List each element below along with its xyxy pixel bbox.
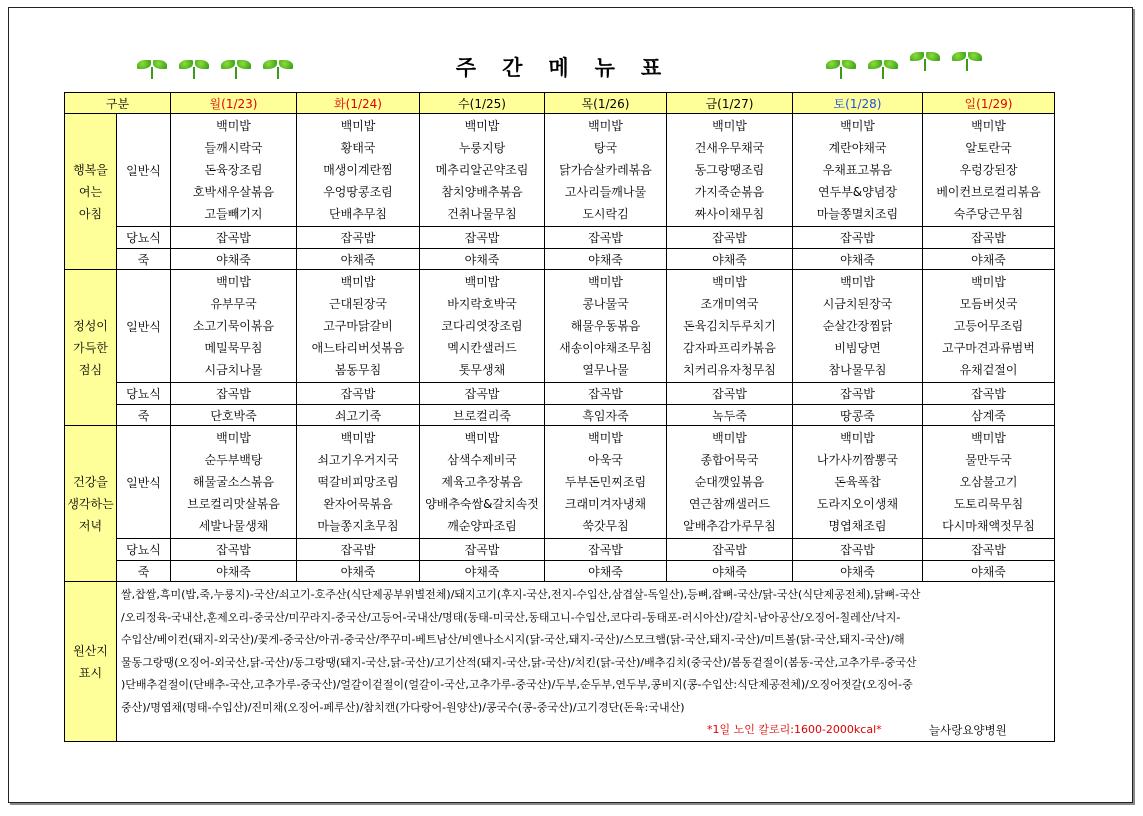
dish-name: 백미밥 <box>464 275 500 289</box>
meal-label-line: 건강을 <box>73 474 108 489</box>
menu-cell <box>545 426 667 539</box>
diabetic-dish: 잡곡밥 <box>793 227 923 249</box>
dish-name: 백미밥 <box>971 275 1006 289</box>
menu-cell <box>420 114 545 227</box>
dish-name: 마늘쫑지초무침 <box>317 519 399 533</box>
dish-name: 호박새우살볶음 <box>192 185 275 199</box>
dish-name: 종합어묵국 <box>700 453 759 467</box>
origin-label-line: 원산지 <box>73 643 108 658</box>
origin-label <box>65 582 117 742</box>
dish-name: 백미밥 <box>216 275 251 289</box>
dish-name: 제육고추장볶음 <box>441 475 523 489</box>
general-diet-label: 일반식 <box>117 270 171 383</box>
day-header: 목(1/26) <box>545 93 667 114</box>
dish-name: 두부돈민찌조림 <box>564 475 647 489</box>
dish-name: 바지락호박국 <box>447 297 517 311</box>
meal-label <box>65 270 117 426</box>
menu-cell <box>923 270 1055 383</box>
diabetic-dish: 잡곡밥 <box>420 539 545 561</box>
porridge-dish: 야채죽 <box>667 249 793 270</box>
porridge-dish: 야채죽 <box>793 561 923 582</box>
dish-name: 백미밥 <box>340 431 376 445</box>
dish-name: 물만두국 <box>965 453 1012 467</box>
menu-cell <box>667 426 793 539</box>
meal-general-row <box>65 270 1055 383</box>
origin-label-line: 표시 <box>78 665 103 680</box>
menu-cell <box>667 114 793 227</box>
dish-name: 백미밥 <box>216 119 251 133</box>
dish-name: 명엽채조림 <box>828 519 887 533</box>
diabetic-dish: 잡곡밥 <box>667 227 793 249</box>
dish-name: 새송이야채조무침 <box>559 341 652 355</box>
dish-name: 고구마견과류범벅 <box>942 341 1035 355</box>
dish-name: 연근참깨샐러드 <box>688 497 771 511</box>
meal-general-row <box>65 114 1055 227</box>
dish-name: 백미밥 <box>340 119 376 133</box>
porridge-dish: 야채죽 <box>545 249 667 270</box>
diabetic-dish: 잡곡밥 <box>420 383 545 405</box>
diabetic-dish: 잡곡밥 <box>793 539 923 561</box>
diabetic-dish: 잡곡밥 <box>545 227 667 249</box>
diabetic-dish: 잡곡밥 <box>667 539 793 561</box>
dish-name: 오삼불고기 <box>959 475 1018 489</box>
dish-name: 탕국 <box>593 141 618 155</box>
day-header: 토(1/28) <box>793 93 923 114</box>
diabetic-diet-label: 당뇨식 <box>117 227 171 249</box>
porridge-dish: 야채죽 <box>667 561 793 582</box>
porridge-dish: 야채죽 <box>297 561 420 582</box>
dish-name: 도토리묵무침 <box>953 497 1024 511</box>
menu-cell <box>545 270 667 383</box>
meal-label-line: 저녁 <box>78 518 103 533</box>
dish-name: 백미밥 <box>464 119 500 133</box>
dish-name: 단배추무침 <box>329 207 387 221</box>
meal-label-line: 여는 <box>78 184 103 199</box>
day-header: 일(1/29) <box>923 93 1055 114</box>
dish-name: 참치양배추볶음 <box>441 185 523 199</box>
porridge-dish: 야채죽 <box>420 249 545 270</box>
dish-name: 쑥갓무침 <box>582 519 629 533</box>
origin-text-line: /오리정육-국내산,훈제오리-중국산/미꾸라지-중국산/고등어-국내산/명태(동태-미국산,동태고니-수입산,코다리-동태포-러시아산)/갈치-남아공산/오징어-칠레산/낙지- <box>121 610 901 624</box>
dish-name: 양배추숙쌈&갈치속젓 <box>425 497 539 511</box>
diabetic-dish: 잡곡밥 <box>923 539 1055 561</box>
origin-notice <box>117 582 1055 742</box>
meal-diabetic-row <box>65 227 1055 249</box>
porridge-dish: 야채죽 <box>420 561 545 582</box>
dish-name: 누룽지탕 <box>458 141 506 155</box>
dish-name: 톳무생채 <box>458 363 506 377</box>
porridge-dish: 쇠고기죽 <box>297 405 420 426</box>
diabetic-dish: 잡곡밥 <box>297 383 420 405</box>
dish-name: 나가사끼짬뽕국 <box>816 453 899 467</box>
dish-name: 계란야채국 <box>828 141 887 155</box>
dish-name: 알배추감가루무침 <box>683 519 776 533</box>
dish-name: 시금치나물 <box>204 363 263 377</box>
porridge-dish: 야채죽 <box>297 249 420 270</box>
dish-name: 소고기묵이볶음 <box>192 319 275 333</box>
origin-text-line: 물동그랑땡(오징어-외국산,닭-국산)/동그랑땡(돼지-국산,닭-국산)/고기산적(돼지-국산,닭-국산)/치킨(닭-국산)/배추김치(중국산)/봄동겉절이(봄동-국산,고추가루-중국산 <box>121 655 917 669</box>
dish-name: 순살간장찜닭 <box>822 319 893 333</box>
porridge-label: 죽 <box>117 561 171 582</box>
day-header: 월(1/23) <box>171 93 297 114</box>
dish-name: 고들빼기지 <box>204 207 263 221</box>
dish-name: 순대깻잎볶음 <box>694 475 765 489</box>
dish-name: 백미밥 <box>840 119 875 133</box>
meal-label-line: 가득한 <box>73 340 108 355</box>
general-diet-label: 일반식 <box>117 114 171 227</box>
dish-name: 백미밥 <box>216 431 251 445</box>
diabetic-dish: 잡곡밥 <box>667 383 793 405</box>
porridge-dish: 단호박죽 <box>171 405 297 426</box>
meal-general-row <box>65 426 1055 539</box>
dish-name: 백미밥 <box>971 431 1006 445</box>
dish-name: 감자파프리카볶음 <box>683 341 776 355</box>
dish-name: 돈육김치두루치기 <box>683 319 776 333</box>
dish-name: 삼색수제비국 <box>447 453 517 467</box>
menu-cell <box>420 426 545 539</box>
dish-name: 건취나물무침 <box>447 207 517 221</box>
porridge-dish: 야채죽 <box>793 249 923 270</box>
origin-row <box>65 582 1055 742</box>
origin-text-line: 쌀,찹쌀,흑미(밥,죽,누룽지)-국산/쇠고기-호주산(식단제공부위별전체)/돼지고기(후지-국산,전지-수입산,삼겹살-독일산),등뼈,잡뼈-국산/닭-국산(식단제공전체),닭뼈-국산 <box>121 588 921 601</box>
dish-name: 황태국 <box>340 141 376 155</box>
dish-name: 도라지오이생채 <box>816 497 899 511</box>
dish-name: 애느타리버섯볶음 <box>311 341 405 355</box>
dish-name: 동그랑땡조림 <box>694 163 765 177</box>
meal-label <box>65 426 117 582</box>
dish-name: 떡갈비피망조림 <box>317 475 399 489</box>
dish-name: 세발나물생채 <box>198 519 269 533</box>
dish-name: 시금치된장국 <box>822 297 893 311</box>
dish-name: 봄동무침 <box>334 363 382 377</box>
meal-porridge-row <box>65 249 1055 270</box>
diabetic-dish: 잡곡밥 <box>420 227 545 249</box>
dish-name: 비빔당면 <box>834 341 881 355</box>
meal-label-line: 행복을 <box>73 162 108 177</box>
dish-name: 다시마채액젓무침 <box>942 519 1035 533</box>
dish-name: 닭가슴살카레볶음 <box>559 163 652 177</box>
meal-label-line: 정성이 <box>73 318 108 333</box>
dish-name: 마늘쫑멸치조림 <box>816 207 899 221</box>
diabetic-dish: 잡곡밥 <box>923 383 1055 405</box>
dish-name: 열무나물 <box>582 363 629 377</box>
dish-name: 매생이계란찜 <box>323 163 393 177</box>
dish-name: 돈육폭찹 <box>834 475 881 489</box>
dish-name: 백미밥 <box>588 275 623 289</box>
dish-name: 고등어무조림 <box>953 319 1024 333</box>
dish-name: 모듬버섯국 <box>959 297 1018 311</box>
porridge-dish: 녹두죽 <box>667 405 793 426</box>
meal-label-line: 생각하는 <box>67 496 114 511</box>
menu-cell <box>923 114 1055 227</box>
diabetic-diet-label: 당뇨식 <box>117 539 171 561</box>
porridge-dish: 삼계죽 <box>923 405 1055 426</box>
dish-name: 백미밥 <box>971 119 1006 133</box>
general-diet-label: 일반식 <box>117 426 171 539</box>
diabetic-dish: 잡곡밥 <box>297 539 420 561</box>
dish-name: 알토란국 <box>965 141 1012 155</box>
day-header: 금(1/27) <box>667 93 793 114</box>
porridge-dish: 땅콩죽 <box>793 405 923 426</box>
day-header: 화(1/24) <box>297 93 420 114</box>
dish-name: 백미밥 <box>464 431 500 445</box>
weekly-menu-table <box>64 92 1055 742</box>
porridge-label: 죽 <box>117 249 171 270</box>
porridge-dish: 야채죽 <box>171 249 297 270</box>
dish-name: 유채겉절이 <box>959 363 1018 377</box>
meal-label-line: 아침 <box>78 206 103 221</box>
meal-diabetic-row <box>65 539 1055 561</box>
dish-name: 메밀묵무침 <box>204 341 263 355</box>
diabetic-dish: 잡곡밥 <box>793 383 923 405</box>
dish-name: 연두부&양념장 <box>818 185 897 199</box>
dish-name: 조개미역국 <box>700 297 759 311</box>
menu-cell <box>793 270 923 383</box>
menu-cell <box>667 270 793 383</box>
diabetic-dish: 잡곡밥 <box>171 227 297 249</box>
menu-cell <box>171 426 297 539</box>
footer-line <box>121 719 1050 741</box>
menu-cell <box>793 426 923 539</box>
dish-name: 완자어묵볶음 <box>323 497 393 511</box>
porridge-dish: 야채죽 <box>923 561 1055 582</box>
diabetic-dish: 잡곡밥 <box>923 227 1055 249</box>
origin-text-line: )단배추겉절이(단배추-국산,고추가루-중국산)/얼갈이겉절이(얼갈이-국산,고추가루-중국산)/두부,순두부,연두부,콩비지(콩-수입산:식단제공전체)/오징어젓갈(오징어-중 <box>121 678 913 691</box>
dish-name: 우채표고볶음 <box>822 163 893 177</box>
dish-name: 근대된장국 <box>329 297 387 311</box>
dish-name: 우렁강된장 <box>959 163 1018 177</box>
dish-name: 고구마닭갈비 <box>323 319 393 333</box>
porridge-dish: 야채죽 <box>545 561 667 582</box>
menu-cell <box>297 270 420 383</box>
dish-name: 해물우동볶음 <box>570 319 641 333</box>
hospital-name: 늘사랑요양병원 <box>929 723 1007 737</box>
diabetic-dish: 잡곡밥 <box>297 227 420 249</box>
day-header: 수(1/25) <box>420 93 545 114</box>
meal-diabetic-row <box>65 383 1055 405</box>
dish-name: 코다리엿장조림 <box>441 319 523 333</box>
porridge-dish: 야채죽 <box>923 249 1055 270</box>
dish-name: 건새우무채국 <box>694 141 765 155</box>
dish-name: 메추리알곤약조림 <box>435 163 529 177</box>
menu-cell <box>923 426 1055 539</box>
dish-name: 백미밥 <box>712 431 747 445</box>
dish-name: 백미밥 <box>588 431 623 445</box>
dish-name: 해물굴소스볶음 <box>192 475 275 489</box>
dish-name: 깨순양파조림 <box>447 519 517 533</box>
porridge-dish: 브로컬리죽 <box>420 405 545 426</box>
dish-name: 우엉땅콩조림 <box>323 185 393 199</box>
dish-name: 백미밥 <box>340 275 376 289</box>
origin-text-line: 수입산/베이컨(돼지-외국산)/꽃게-중국산/아귀-중국산/쭈꾸미-베트남산/비엔나소시지(닭-국산,돼지-국산)/스모크햄(닭-국산,돼지-국산)/미트볼(닭-국산,돼지-국산)/해 <box>121 633 905 646</box>
dish-name: 유부무국 <box>210 297 257 311</box>
dish-name: 짜사이채무침 <box>694 207 765 221</box>
page-title: 주간메뉴표 <box>455 56 688 80</box>
menu-cell <box>420 270 545 383</box>
menu-cell <box>793 114 923 227</box>
porridge-label: 죽 <box>117 405 171 426</box>
origin-text-line: 중산)/명엽채(명태-수입산)/진미채(오징어-페루산)/참치캔(가다랑어-원양산)/콩국수(콩-중국산)/고기경단(돈육:국내산) <box>121 700 685 714</box>
dish-name: 순두부백탕 <box>204 453 263 467</box>
menu-cell <box>171 114 297 227</box>
diabetic-dish: 잡곡밥 <box>171 383 297 405</box>
diabetic-dish: 잡곡밥 <box>545 539 667 561</box>
dish-name: 도시락김 <box>582 207 629 221</box>
dish-name: 백미밥 <box>712 119 747 133</box>
dish-name: 참나물무침 <box>828 363 887 377</box>
dish-name: 숙주당근무침 <box>953 207 1024 221</box>
dish-name: 베이컨브로컬리볶음 <box>936 185 1041 199</box>
dish-name: 돈육장조림 <box>204 163 263 177</box>
diabetic-diet-label: 당뇨식 <box>117 383 171 405</box>
calorie-note: *1일 노인 칼로리:1600-2000kcal* <box>707 723 882 736</box>
menu-cell <box>297 426 420 539</box>
meal-label <box>65 114 117 270</box>
diabetic-dish: 잡곡밥 <box>545 383 667 405</box>
dish-name: 아욱국 <box>588 453 623 467</box>
menu-cell <box>545 114 667 227</box>
dish-name: 콩나물국 <box>582 297 629 311</box>
dish-name: 치커리유자청무침 <box>683 363 776 377</box>
dish-name: 멕시칸샐러드 <box>447 341 517 355</box>
porridge-dish: 야채죽 <box>171 561 297 582</box>
menu-cell <box>171 270 297 383</box>
dish-name: 들깨시락국 <box>204 141 263 155</box>
meal-porridge-row <box>65 405 1055 426</box>
dish-name: 고사리들깨나물 <box>564 185 647 199</box>
category-header: 구분 <box>65 93 171 114</box>
meal-porridge-row <box>65 561 1055 582</box>
dish-name: 크래미겨자냉채 <box>564 497 647 511</box>
header-row <box>65 93 1055 114</box>
menu-cell <box>297 114 420 227</box>
dish-name: 가지죽순볶음 <box>694 185 765 199</box>
dish-name: 백미밥 <box>588 119 623 133</box>
dish-name: 쇠고기우거지국 <box>317 453 399 467</box>
porridge-dish: 흑임자죽 <box>545 405 667 426</box>
dish-name: 백미밥 <box>840 275 875 289</box>
meal-label-line: 점심 <box>78 362 103 377</box>
dish-name: 백미밥 <box>712 275 747 289</box>
dish-name: 브로컬리맛살볶음 <box>187 497 280 511</box>
diabetic-dish: 잡곡밥 <box>171 539 297 561</box>
dish-name: 백미밥 <box>840 431 875 445</box>
